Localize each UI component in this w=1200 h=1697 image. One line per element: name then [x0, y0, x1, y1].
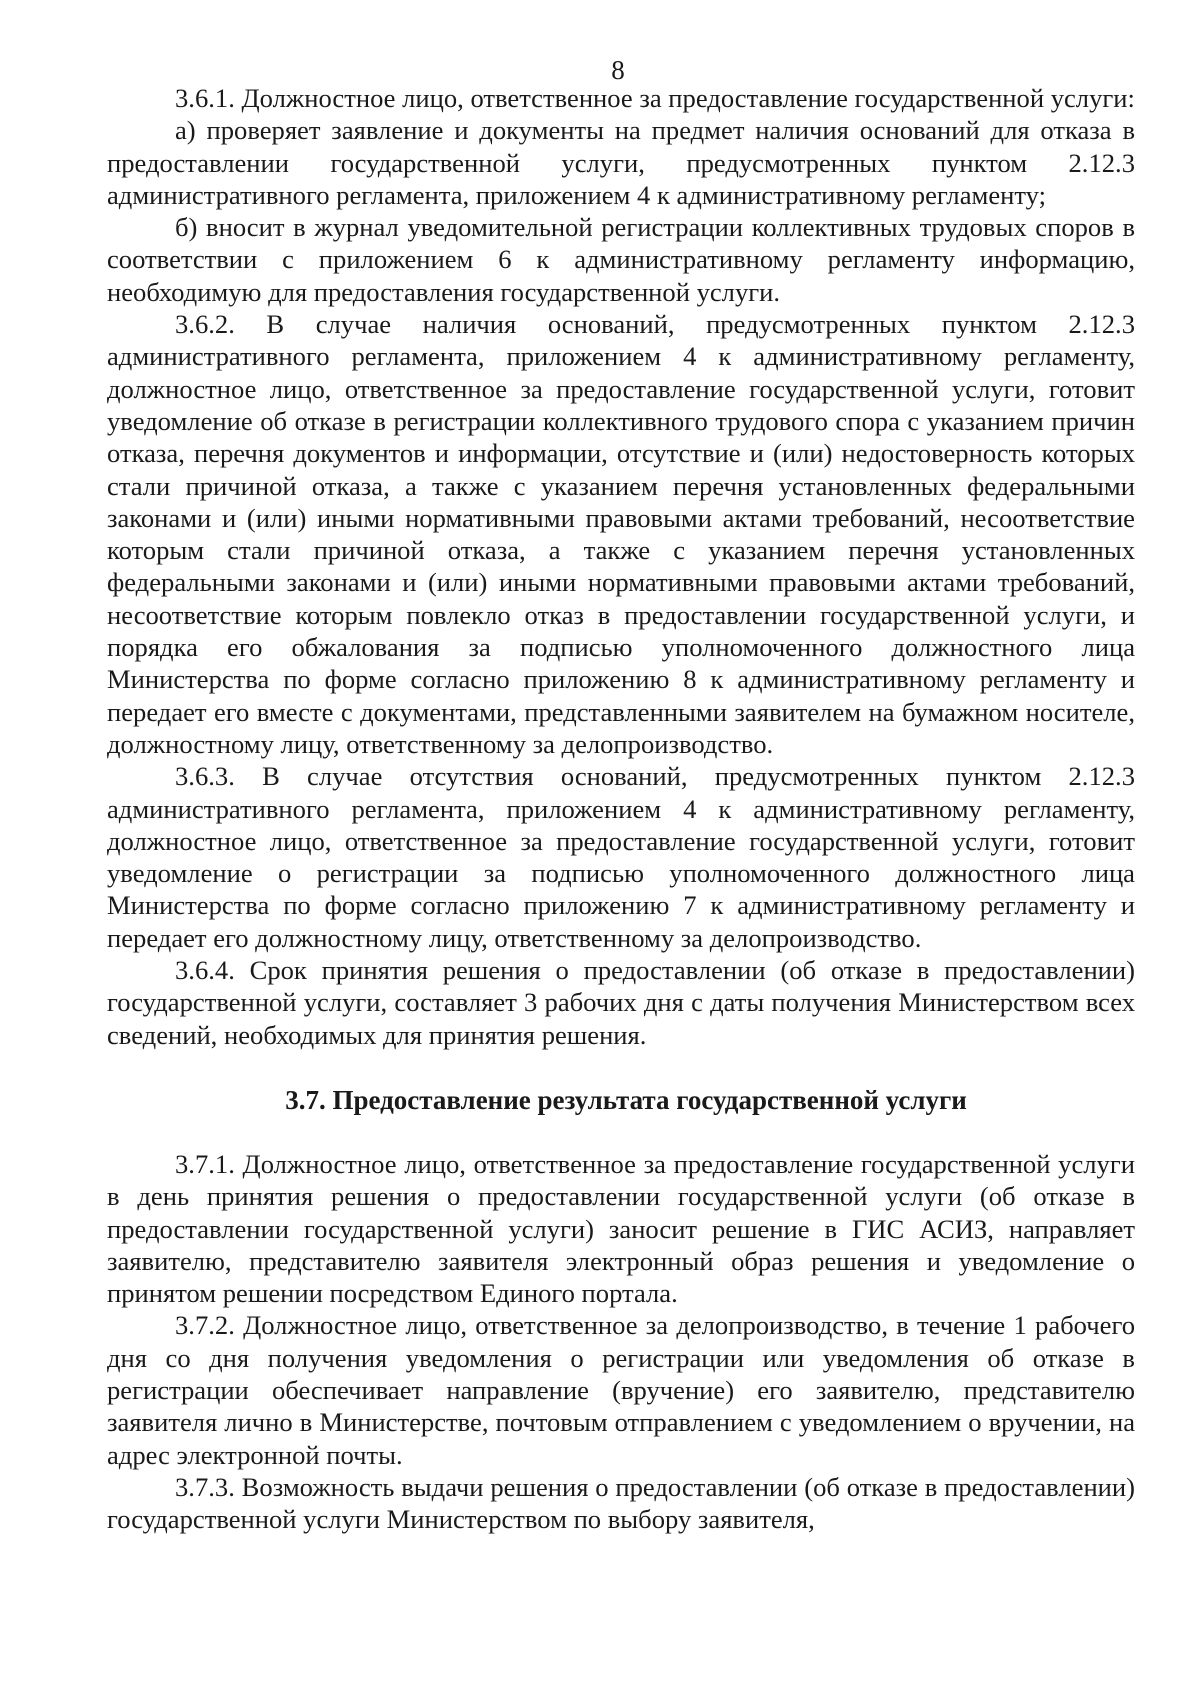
paragraph-3-7-2: 3.7.2. Должностное лицо, ответственное за делопроизводство, в течение 1 рабочего дня со дня получения уведомления о регистрации или уведомления об отказе в регистрации обеспечивает направление (вручение) его заявителю, представителю заявителя лично в Министерстве, почтовым отправлением с уведомлением о вручении, на адрес электронной почты.	[107, 1310, 1135, 1470]
paragraph-3-6-4: 3.6.4. Срок принятия решения о предоставлении (об отказе в предоставлении) государственной услуги, составляет 3 рабочих дня с даты получения Министерством всех сведений, необходимых для принятия решения.	[107, 955, 1135, 1050]
page-number: 8	[611, 55, 625, 85]
paragraph-3-6-1-b: б) вносит в журнал уведомительной регистрации коллективных трудовых споров в соответствии с приложением 6 к административному регламенту информацию, необходимую для предоставления государственной услуги.	[107, 212, 1135, 307]
paragraph-3-6-1-a: а) проверяет заявление и документы на предмет наличия оснований для отказа в предоставлении государственной услуги, предусмотренных пунктом 2.12.3 административного регламента, приложением 4 к административному регламенту;	[107, 115, 1135, 210]
paragraph-3-6-2: 3.6.2. В случае наличия оснований, предусмотренных пунктом 2.12.3 административного регламента, приложением 4 к административному регламенту, должностное лицо, ответственное за предоставление государственной услуги, готовит уведомление об отказе в регистрации коллективного трудового спора с указанием причин отказа, перечня документов и информации, отсутствие и (или) недостоверность которых стали причиной отказа, а также с указанием перечня установленных федеральными законами и (или) иными нормативными правовыми актами требований, несоответствие которым стали причиной отказа, а также с указанием перечня установленных федеральными законами и (или) иными нормативными правовыми актами требований, несоответствие которым повлекло отказ в предоставлении государственной услуги, и порядка его обжалования за подписью уполномоченного должностного лица Министерства по форме согласно приложению 8 к административному регламенту и передает его вместе с документами, представленными заявителем на бумажном носителе, должностному лицу, ответственному за делопроизводство.	[107, 309, 1135, 759]
paragraph-3-7-3: 3.7.3. Возможность выдачи решения о предоставлении (об отказе в предоставлении) государственной услуги Министерством по выбору заявителя,	[107, 1471, 1135, 1535]
paragraph-3-6-1: 3.6.1. Должностное лицо, ответственное за предоставление государственной услуги:	[175, 83, 1135, 113]
document-body	[107, 82, 1135, 1535]
paragraph-3-7-1: 3.7.1. Должностное лицо, ответственное за предоставление государственной услуги в день принятия решения о предоставлении государственной услуги (об отказе в предоставлении государственной услуги) заносит решение в ГИС АСИЗ, направляет заявителю, представителю заявителя электронный образ решения и уведомление о принятом решении посредством Единого портала.	[107, 1148, 1135, 1309]
section-heading-3-7: 3.7. Предоставление результата государственной услуги	[285, 1084, 967, 1115]
paragraph-3-6-3: 3.6.3. В случае отсутствия оснований, предусмотренных пунктом 2.12.3 административного регламента, приложением 4 к административному регламенту, должностное лицо, ответственное за предоставление государственной услуги, готовит уведомление о регистрации за подписью уполномоченного должностного лица Министерства по форме согласно приложению 7 к административному регламенту и передает его должностному лицу, ответственному за делопроизводство.	[107, 761, 1135, 953]
